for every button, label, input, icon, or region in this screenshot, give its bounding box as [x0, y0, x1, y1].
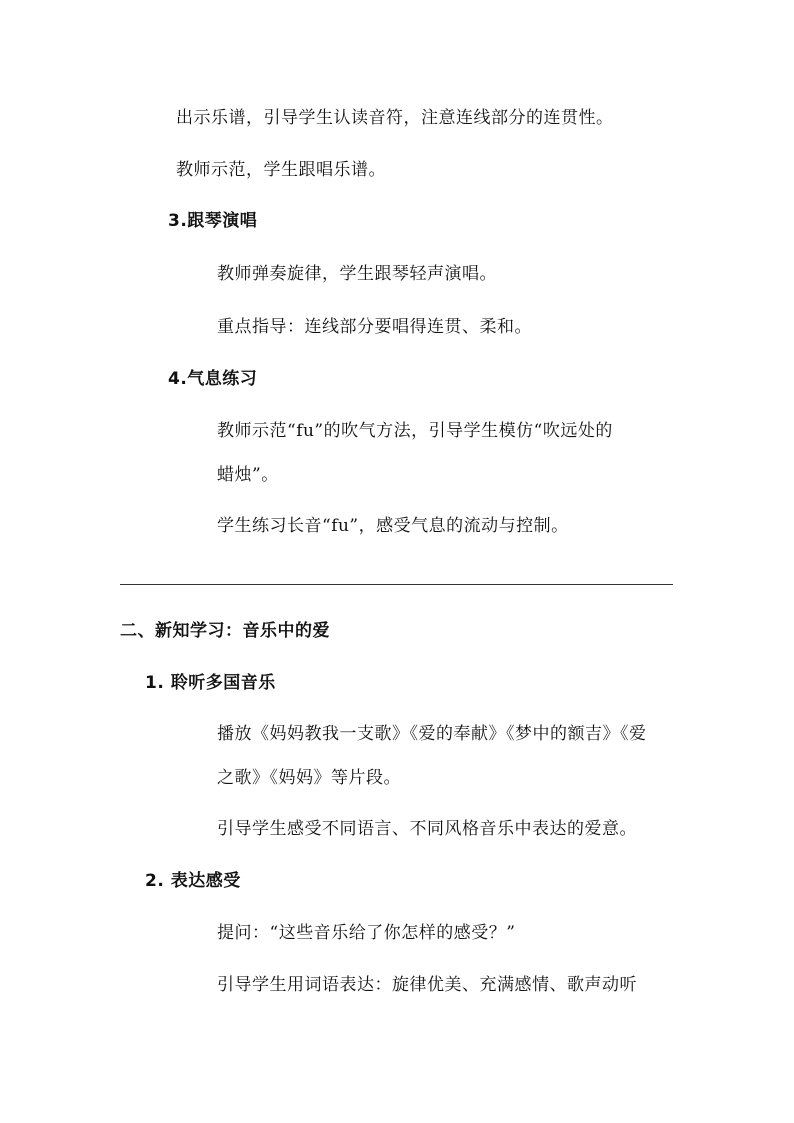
paragraph-play-songs-line1: 播放《妈妈教我一支歌》《爱的奉献》《梦中的额吉》《爱 [217, 724, 647, 744]
section-2-heading: 二、新知学习：音乐中的爱 [120, 621, 330, 641]
paragraph-express-words: 引导学生用词语表达：旋律优美、充满感情、歌声动听 [217, 975, 637, 995]
paragraph-step3-line2: 重点指导：连线部分要唱得连贯、柔和。 [217, 317, 532, 337]
paragraph-feel-love: 引导学生感受不同语言、不同风格音乐中表达的爱意。 [217, 819, 637, 839]
heading-listen-music: 1. 聆听多国音乐 [145, 673, 276, 693]
paragraph-show-score: 出示乐谱，引导学生认读音符，注意连线部分的连贯性。 [176, 108, 614, 128]
heading-step-3: 3.跟琴演唱 [168, 211, 258, 231]
section-divider [120, 584, 673, 585]
paragraph-play-songs-line2: 之歌》《妈妈》等片段。 [217, 768, 401, 788]
paragraph-step4-line3: 学生练习长音“fu”，感受气息的流动与控制。 [217, 516, 569, 536]
paragraph-step4-line1: 教师示范“fu”的吹气方法，引导学生模仿“吹远处的 [217, 421, 613, 441]
heading-express-feelings: 2. 表达感受 [145, 871, 241, 891]
paragraph-question: 提问：“这些音乐给了你怎样的感受？” [217, 923, 516, 943]
paragraph-teacher-demo: 教师示范，学生跟唱乐谱。 [176, 160, 386, 180]
paragraph-step3-line1: 教师弹奏旋律，学生跟琴轻声演唱。 [217, 264, 497, 284]
heading-step-4: 4.气息练习 [168, 369, 258, 389]
paragraph-step4-line2: 蜡烛”。 [217, 465, 279, 485]
